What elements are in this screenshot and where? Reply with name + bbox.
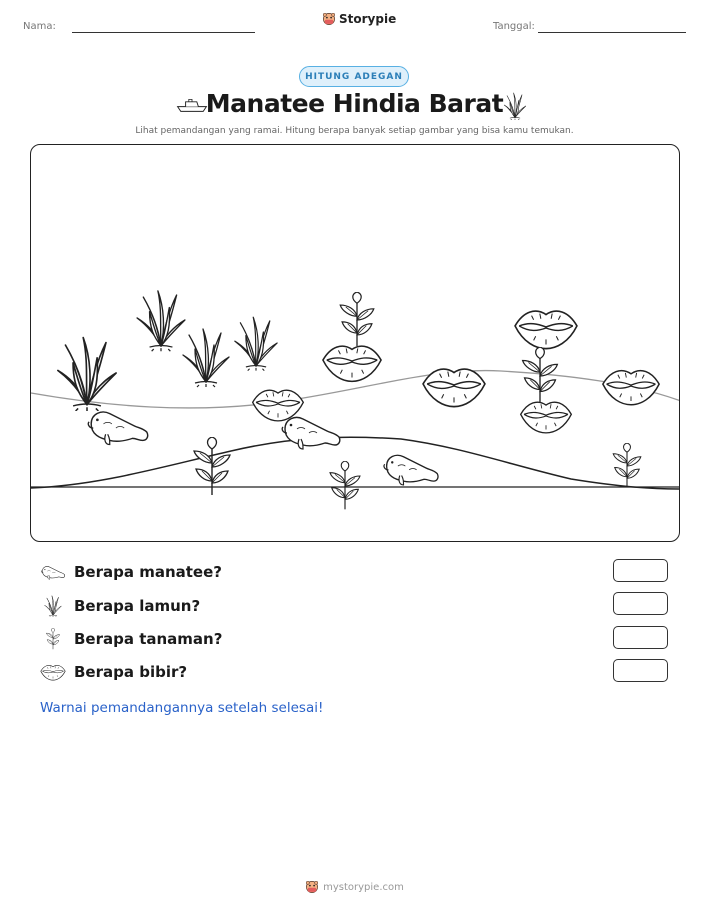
name-label: Nama: [23, 21, 56, 32]
closing-instruction: Warnai pemandangannya setelah selesai! [40, 700, 324, 716]
page-title: Manatee Hindia Barat [205, 89, 504, 118]
plant-icon [40, 628, 66, 650]
question-plant [40, 628, 222, 650]
lips-6[interactable] [603, 371, 659, 405]
activity-badge: HITUNG ADEGAN [299, 66, 409, 87]
answer-box-lips[interactable] [613, 659, 668, 682]
plant-4[interactable] [330, 461, 360, 509]
question-lips [40, 661, 187, 683]
counting-scene [30, 144, 680, 542]
date-field[interactable] [538, 32, 686, 33]
seagrass-icon [502, 92, 528, 120]
instruction-text: Lihat pemandangan yang ramai. Hitung berapa banyak setiap gambar yang bisa kamu temukan. [135, 126, 574, 136]
lips-4[interactable] [515, 311, 577, 349]
footer-site[interactable]: mystorypie.com [323, 881, 404, 893]
plant-3[interactable] [194, 437, 230, 495]
lips-5[interactable] [521, 402, 572, 433]
mascot-icon [305, 880, 319, 894]
seagrass-1[interactable] [58, 338, 116, 411]
name-field[interactable] [72, 32, 255, 33]
question-text: Berapa bibir? [74, 663, 188, 681]
manatee-2[interactable] [282, 417, 340, 449]
plant-1[interactable] [340, 292, 374, 346]
footer [0, 880, 709, 894]
brand-logo [322, 12, 396, 26]
answer-box-manatee[interactable] [613, 559, 668, 582]
answer-box-seagrass[interactable] [613, 592, 668, 615]
lips-icon [40, 661, 66, 683]
date-label: Tanggal: [493, 21, 535, 32]
manatee-1[interactable] [88, 412, 147, 445]
answer-box-plant[interactable] [613, 626, 668, 649]
question-text: Berapa tanaman? [74, 630, 223, 648]
manatee-icon [40, 561, 66, 583]
brand-name: Storypie [339, 12, 397, 26]
manatee-3[interactable] [384, 455, 438, 485]
seagrass-icon [40, 595, 66, 617]
seagrass-2[interactable] [137, 291, 185, 351]
seagrass-3[interactable] [183, 329, 229, 387]
lips-2[interactable] [253, 390, 304, 421]
plant-5[interactable] [613, 443, 641, 487]
question-text: Berapa lamun? [74, 597, 201, 615]
question-text: Berapa manatee? [74, 563, 222, 581]
mascot-icon [322, 12, 336, 26]
question-manatee [40, 561, 222, 583]
lips-1[interactable] [323, 346, 381, 381]
lips-3[interactable] [423, 369, 485, 407]
seagrass-4[interactable] [235, 317, 277, 370]
question-seagrass [40, 595, 200, 617]
